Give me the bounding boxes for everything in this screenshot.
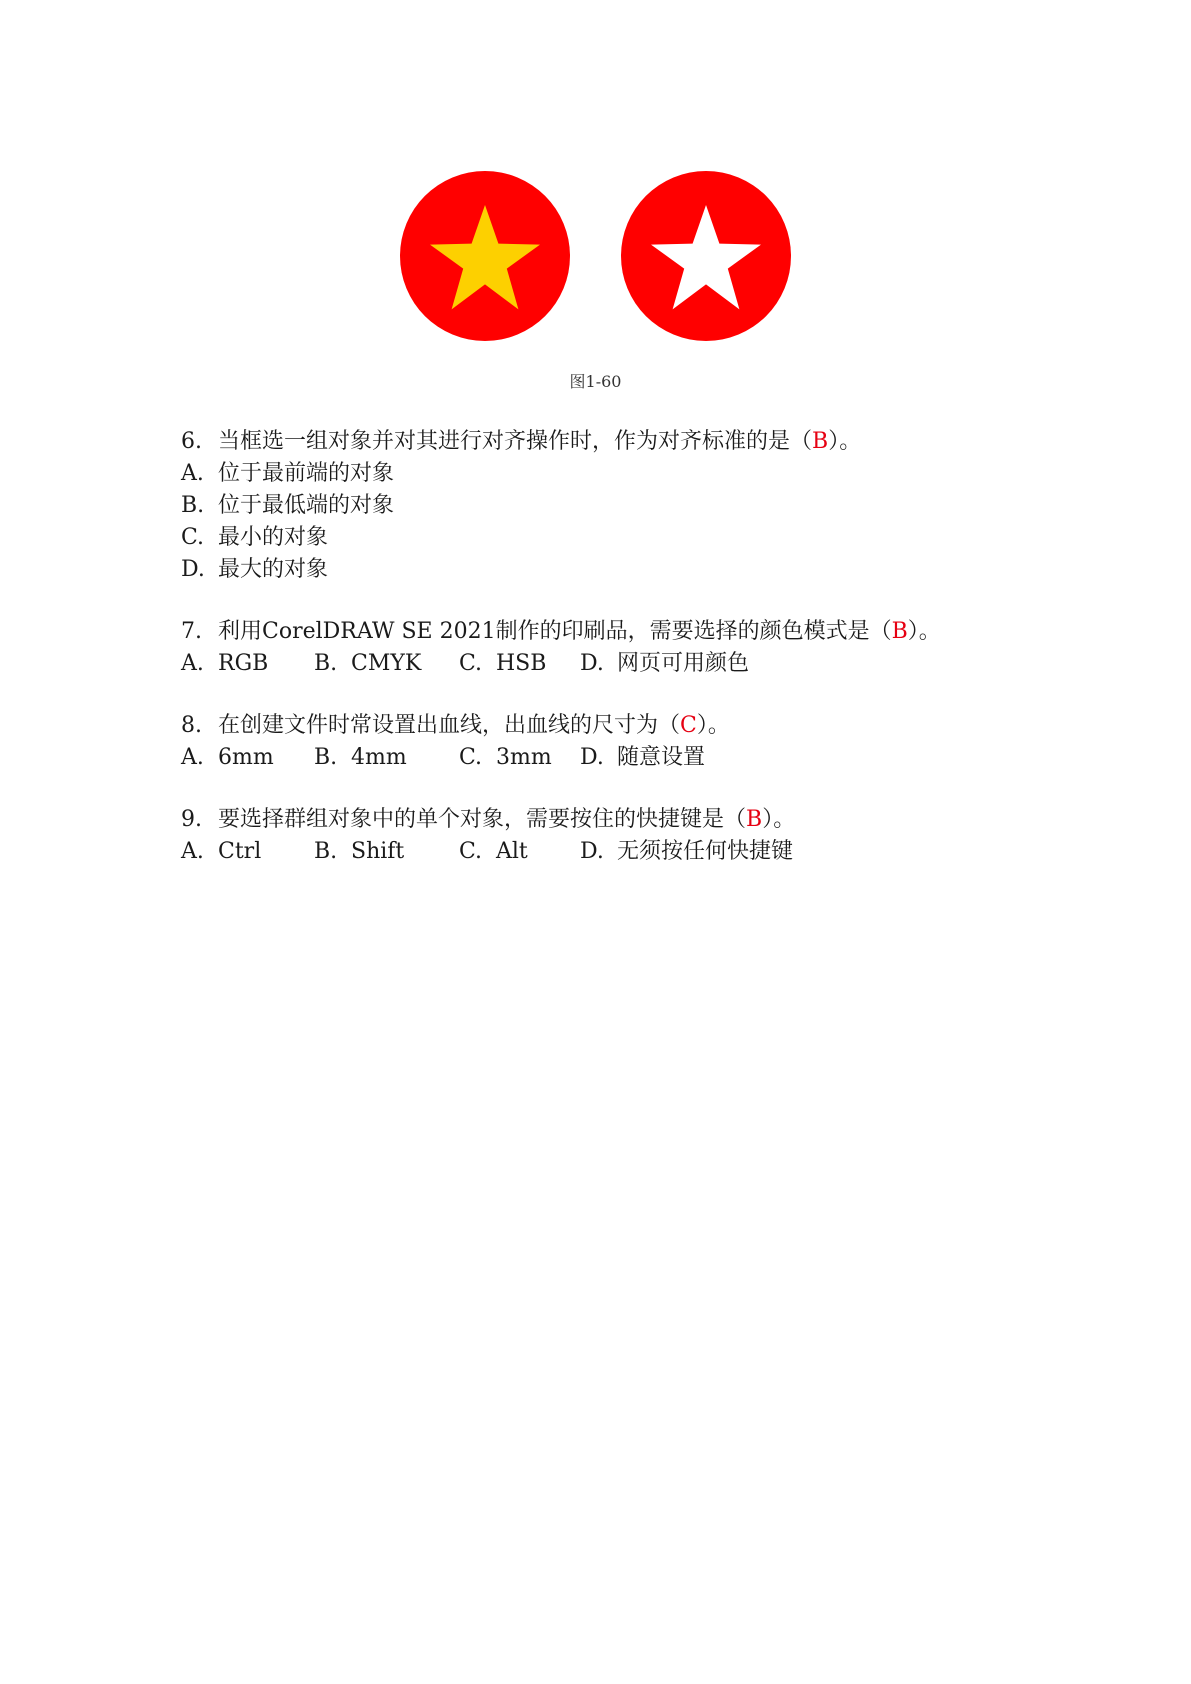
option-label: B.: [314, 839, 338, 864]
question-list: [181, 426, 1081, 898]
option-a: [181, 648, 314, 680]
option-text: 位于最低端的对象: [218, 493, 395, 518]
option-label: A.: [181, 839, 204, 864]
question-text-end: ）。: [907, 619, 941, 644]
option-text: RGB: [218, 651, 269, 676]
option-d: [580, 836, 793, 868]
answer-letter: B: [891, 619, 908, 644]
question-text-end: ）。: [696, 713, 730, 738]
option-label: D.: [580, 745, 604, 770]
option-text: 无须按任何快捷键: [617, 839, 794, 864]
question-9: [181, 804, 1081, 868]
option-text: 网页可用颜色: [617, 651, 750, 676]
option-label: D.: [580, 651, 604, 676]
option-b: [314, 648, 459, 680]
option-label: C.: [459, 651, 483, 676]
figure-graphic: [0, 160, 1191, 350]
question-number: 6.: [181, 429, 202, 454]
option-label: C.: [459, 745, 483, 770]
option-c: [459, 836, 580, 868]
option-label: A.: [181, 745, 204, 770]
figure-caption: 图1-60: [569, 372, 622, 391]
question-stem: [181, 804, 1081, 836]
option-c: [459, 742, 580, 774]
option-label: D.: [580, 839, 604, 864]
option-text: CMYK: [351, 651, 422, 676]
question-stem: [181, 710, 1081, 742]
question-number: 8.: [181, 713, 202, 738]
option-b: [314, 836, 459, 868]
question-text: 当框选一组对象并对其进行对齐操作时，作为对齐标准的是（: [218, 429, 813, 454]
answer-letter: C: [680, 713, 697, 738]
option-row: [181, 742, 1081, 774]
option-row: [181, 648, 1081, 680]
option-label: B.: [181, 493, 205, 518]
option-label: C.: [459, 839, 483, 864]
question-6: [181, 426, 1081, 586]
question-stem: [181, 426, 1081, 458]
question-text: 利用CorelDRAW SE 2021制作的印刷品，需要选择的颜色模式是（: [218, 619, 892, 644]
option-text: Ctrl: [218, 839, 262, 864]
option-label: B.: [314, 745, 338, 770]
option-a: [181, 836, 314, 868]
option-d: [181, 554, 1081, 586]
option-label: C.: [181, 525, 205, 550]
question-text-end: ）。: [828, 429, 862, 454]
question-number: 7.: [181, 619, 202, 644]
option-text: 最大的对象: [218, 557, 329, 582]
option-d: [580, 742, 705, 774]
option-text: 4mm: [351, 745, 407, 770]
option-text: 随意设置: [617, 745, 706, 770]
option-row: [181, 836, 1081, 868]
answer-letter: B: [812, 429, 829, 454]
question-text: 在创建文件时常设置出血线，出血线的尺寸为（: [218, 713, 681, 738]
option-c: [181, 522, 1081, 554]
option-c: [459, 648, 580, 680]
option-text: 6mm: [218, 745, 274, 770]
option-d: [580, 648, 749, 680]
option-text: 位于最前端的对象: [218, 461, 395, 486]
option-a: [181, 458, 1081, 490]
option-label: B.: [314, 651, 338, 676]
option-b: [314, 742, 459, 774]
question-text-end: ）。: [762, 807, 796, 832]
question-7: [181, 616, 1081, 680]
answer-letter: B: [746, 807, 763, 832]
question-8: [181, 710, 1081, 774]
option-text: 最小的对象: [218, 525, 329, 550]
option-label: D.: [181, 557, 205, 582]
figure-1-60: [0, 160, 1191, 350]
option-label: A.: [181, 651, 204, 676]
option-label: A.: [181, 461, 204, 486]
question-stem: [181, 616, 1081, 648]
option-text: Shift: [351, 839, 405, 864]
option-b: [181, 490, 1081, 522]
option-text: 3mm: [496, 745, 552, 770]
option-a: [181, 742, 314, 774]
option-text: Alt: [496, 839, 528, 864]
question-number: 9.: [181, 807, 202, 832]
question-text: 要选择群组对象中的单个对象，需要按住的快捷键是（: [218, 807, 747, 832]
option-text: HSB: [496, 651, 547, 676]
